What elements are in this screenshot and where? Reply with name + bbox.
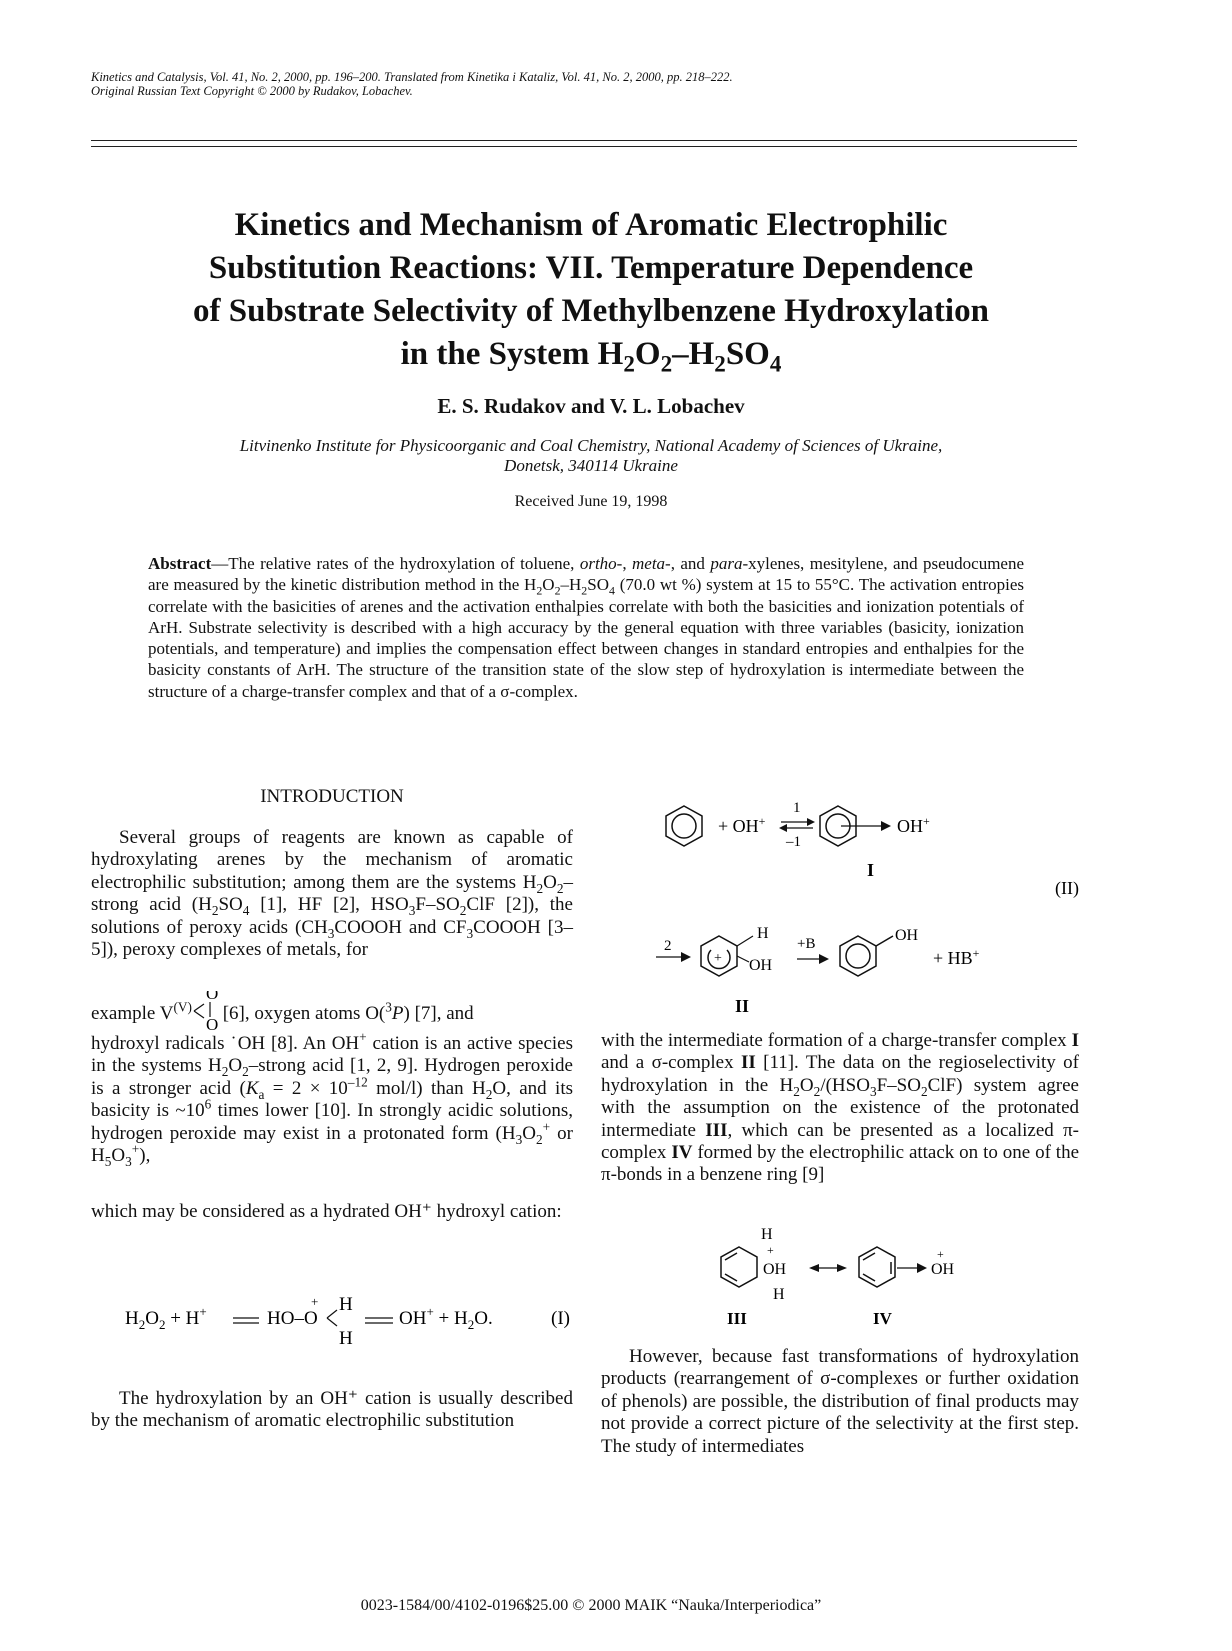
intro-paragraph-4: The hydroxylation by an OH⁺ cation is usually described by the mechanism of aromatic electrophilic substitution: [91, 1388, 573, 1432]
pi-complex-ring-III: [721, 1247, 757, 1287]
label-II: II: [735, 996, 750, 1016]
eq1-oplus: +: [311, 1294, 319, 1309]
eq1-h-bottom: H: [339, 1328, 353, 1348]
III-oh: OH: [763, 1261, 787, 1278]
IV-plus: +: [937, 1247, 944, 1261]
hb-plus: + HB+: [933, 946, 980, 968]
plus-b: +B: [797, 936, 816, 952]
eq1-label: (I): [551, 1308, 570, 1329]
oh-plus-1: OH+: [897, 814, 930, 836]
equation-1-drawing: [91, 1288, 573, 1348]
right-paragraph-2: However, because fast transformations of hydroxylation products (rearrangement of σ-complexes or further oxidation of phenols) are possible, the distribution of final products may not provide a correct picture of the selectivity at the first step. The study of intermediates: [601, 1346, 1079, 1457]
eq1-arrow-2: [365, 1318, 393, 1323]
step-2-label: 2: [664, 938, 672, 954]
authors: E. S. Rudakov and V. L. Lobachev: [437, 394, 745, 418]
paper-title: [91, 204, 1091, 376]
section-heading-introduction: INTRODUCTION: [260, 786, 404, 807]
intro-paragraph-2: hydroxyl radicals ˙OH [8]. An OH+ cation is an active species in the systems $H_2O_2$–strong acid [1, 2, 9]. Hydrogen peroxide is a stronger acid ($K_a = 2 \times 10^{-12}$ mol/l) than $H_2O$, and its basicity is $\sim 10^6$ times lower [10]. In strongly acidic solutions, hydrogen peroxide may exist in a protonated form ($H_3O_2^+$ or $H_5O_3^+$),: [91, 1029, 574, 1169]
sigma-h: H: [757, 925, 769, 942]
label-III: III: [727, 1309, 747, 1328]
running-header: [91, 70, 733, 98]
III-h-bottom: H: [773, 1286, 785, 1303]
structures-3-4: [601, 1224, 1079, 1334]
abstract: Abstract—The relative rates of the hydroxylation of toluene, ortho-, meta-, and para-xylenes, mesitylene, and pseudocumene are measured by the kinetic distribution method in the $H_2O_2-H_2SO_4$ (70.0 wt %) system at 15 to 55°C. The activation entropies correlate with the basicities of arenes and the activation enthalpies correlate with both the basicities and ionization potentials of ArH. Substrate selectivity is described with a high accuracy by the general equation with three variables (basicity, ionization potentials, and temperature) and implies the compensation effect between changes in standard entropies and enthalpies for the basicity constants of ArH. The structure of the transition state of the slow step of hydroxylation is intermediate between the structure of a charge-transfer complex and that of a σ-complex.: [148, 554, 1025, 701]
header-line-2: Original Russian Text Copyright © 2000 by Rudakov, Lobachev.: [91, 84, 413, 98]
title-line-4: in the System $H_2O_2-H_2SO_4$: [400, 336, 782, 377]
footer-copyright: 0023-1584/00/4102-0196$25.00 © 2000 MAIK “Nauka/Interperiodica”: [360, 1597, 822, 1614]
header-rule-top: [91, 140, 1077, 141]
peroxo-o-top: O: [205, 991, 218, 1003]
header-line-1: Kinetics and Catalysis, Vol. 41, No. 2, 2000, pp. 196–200. Translated from Kinetika i Kataliz, Vol. 41, No. 2, 2000, pp. 218–222.: [91, 70, 733, 84]
affiliation: Litvinenko Institute for Physicoorganic and Coal Chemistry, National Academy of Sciences of Ukraine, Donetsk, 340114 Ukraine: [239, 436, 943, 475]
received-date: Received June 19, 1998: [514, 493, 668, 510]
benzene-ring-1-circle: [672, 814, 696, 838]
pi-complex-ring-IV: [859, 1247, 895, 1287]
III-h-top: H: [761, 1226, 773, 1243]
scheme-plus-oh: + OH+: [718, 814, 766, 836]
peroxo-o-bottom: O: [205, 1015, 218, 1031]
title-line-2: Substitution Reactions: VII. Temperature Dependence: [208, 250, 974, 286]
IV-oh: OH: [931, 1261, 955, 1278]
peroxo-group-icon: [192, 991, 218, 1031]
phenol-oh: OH: [895, 927, 919, 944]
eq1-h-top: H: [339, 1294, 353, 1315]
structures-3-4-drawing: [601, 1224, 1079, 1334]
scheme-2-drawing: [601, 784, 1079, 1024]
km1-label: –1: [786, 834, 801, 850]
label-IV: IV: [873, 1309, 892, 1328]
k1-label: 1: [793, 800, 801, 816]
scheme-2: [601, 784, 1079, 1024]
intro-paragraph-1: Several groups of reagents are known as capable of hydroxylating arenes by the mechanism of aromatic electrophilic substitution; among them are the systems $H_2O_2$–strong acid ($H_2SO_4$ [1], HF [2], $HSO_3F-SO_2ClF$ [2]), the solutions of peroxy acids ($CH_3COOOH$ and $CF_3COOOH$ [3–5]), peroxy complexes of metals, for: [91, 827, 573, 961]
equation-1: [91, 1288, 573, 1348]
eq1-arrow-1: [233, 1318, 259, 1323]
example-line: example $V^{(V)}$ O O [6], oxygen atoms O($^3$P) [7], and: [91, 991, 573, 1031]
eq1-products: $OH^+ + H_2O$.: [399, 1304, 493, 1332]
label-I: I: [867, 860, 875, 880]
title-line-1: Kinetics and Mechanism of Aromatic Electrophilic: [234, 207, 948, 243]
sigma-plus: +: [714, 951, 722, 966]
title-line-3: of Substrate Selectivity of Methylbenzene Hydroxylation: [193, 293, 989, 329]
header-rule-bottom: [91, 146, 1077, 147]
eq2-label: (II): [1055, 878, 1079, 898]
right-paragraph-1: with the intermediate formation of a charge-transfer complex I and a σ-complex II [11]. The data on the regioselectivity of hydroxylation in the $H_2O_2/(HSO_3F-SO_2ClF)$ system agree with the assumption on the existence of the protonated intermediate III, which can be presented as a localized π-complex IV formed by the electrophilic attack on to one of the π-bonds in a benzene ring [9]: [601, 1030, 1079, 1186]
eq1-hoo: HO–O: [267, 1308, 318, 1329]
III-plus: +: [767, 1243, 774, 1257]
eq1-h2o2: $H_2O_2 + H^+$: [125, 1304, 207, 1332]
sigma-oh: OH: [749, 957, 773, 974]
abstract-label: Abstract: [148, 554, 212, 573]
intro-paragraph-3: which may be considered as a hydrated OH⁺ hydroxyl cation:: [91, 1201, 562, 1222]
